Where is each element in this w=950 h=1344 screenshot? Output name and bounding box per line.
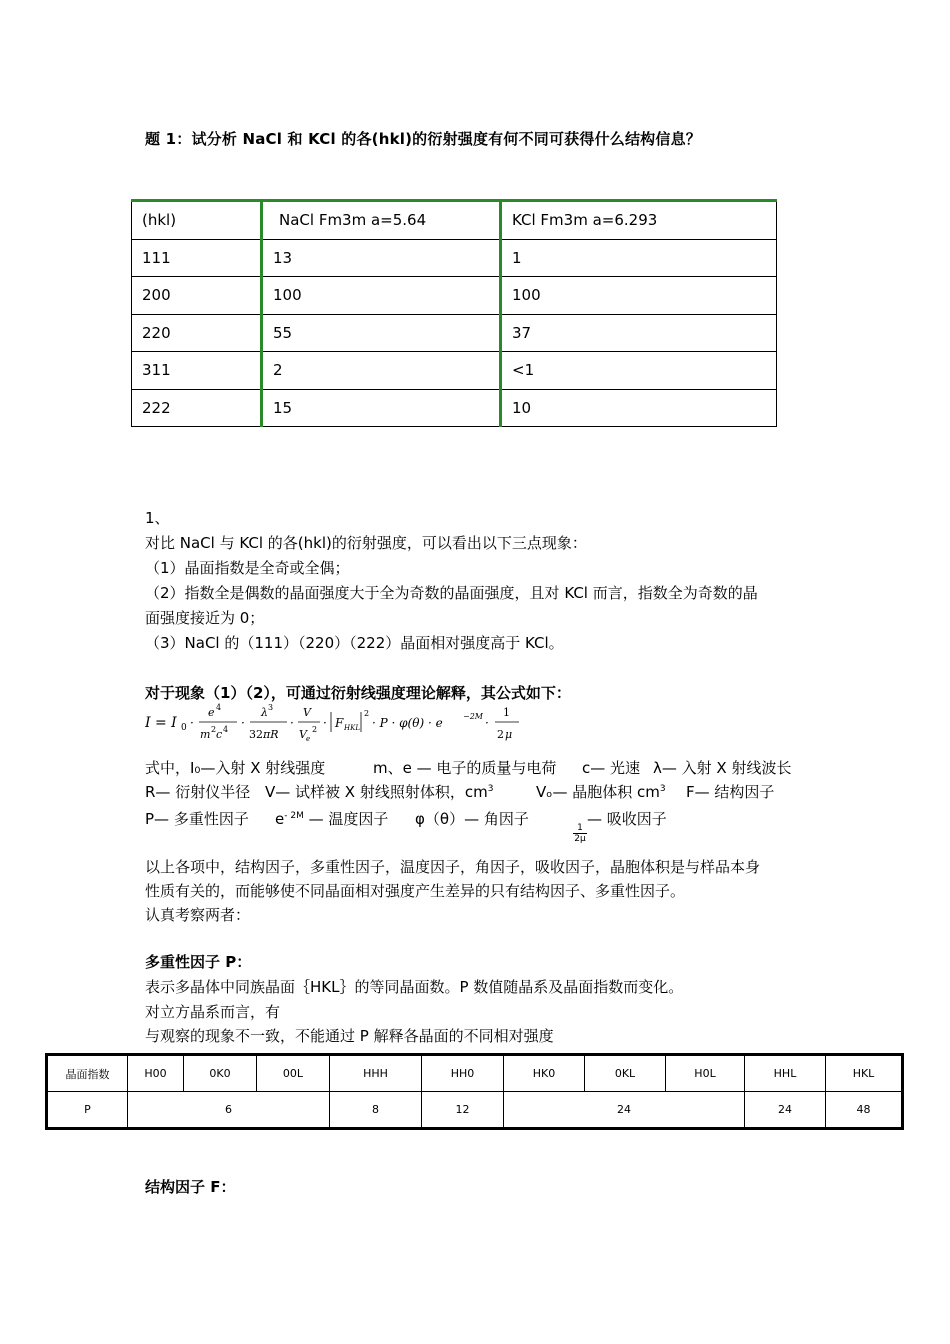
multiplicity-desc-1: 表示多晶体中同族晶面｛HKL｝的等同晶面数。P 数值随晶系及晶面指数而变化。 xyxy=(145,978,684,996)
structure-factor-heading: 结构因子 F： xyxy=(145,1178,236,1196)
analysis-2: 性质有关的，而能够使不同晶面相对强度产生差异的只有结构因子、多重性因子。 xyxy=(145,882,686,900)
legend-line-3 xyxy=(145,808,667,829)
svg-text:HKL: HKL xyxy=(344,724,360,732)
table-cell: 8 xyxy=(330,1092,422,1129)
observation-1: （1）晶面指数是全奇或全偶； xyxy=(145,559,350,577)
table-header-cell: 0KL xyxy=(585,1055,666,1092)
legend-f: F— 结构因子 xyxy=(686,783,775,801)
svg-text:·: · xyxy=(241,716,245,730)
table-row xyxy=(132,277,777,315)
svg-text:2: 2 xyxy=(312,725,318,734)
svg-text:V: V xyxy=(303,706,311,719)
table-cell: 24 xyxy=(504,1092,745,1129)
svg-text:1: 1 xyxy=(503,706,510,719)
analysis-3: 认真考察两者： xyxy=(145,906,251,924)
svg-text:e: e xyxy=(208,706,215,719)
table-cell: 1 xyxy=(501,239,777,277)
multiplicity-table xyxy=(45,1053,904,1130)
svg-text:V: V xyxy=(299,728,307,741)
svg-text:4: 4 xyxy=(223,725,229,734)
table-header-cell: HKL xyxy=(826,1055,903,1092)
table-cell: 200 xyxy=(132,277,262,315)
svg-text:·: · xyxy=(323,716,327,730)
legend-temp: $e^{- 2M}$ — 温度因子 xyxy=(275,810,389,828)
question-title: 题 1：试分析 NaCl 和 KCl 的各(hkl)的衍射强度有何不同可获得什么结构信息？ xyxy=(145,130,701,148)
svg-text:I = I: I = I xyxy=(145,715,177,731)
svg-text:m: m xyxy=(200,728,211,741)
table-header-cell: HH0 xyxy=(422,1055,504,1092)
observation-3: （3）NaCl 的（111）（220）（222）晶面相对强度高于 KCl。 xyxy=(145,634,564,652)
table-header-cell: H0L xyxy=(666,1055,745,1092)
table-header-cell: H00 xyxy=(128,1055,184,1092)
table-header-cell: NaCl Fm3m a=5.64 xyxy=(262,201,501,240)
intensity-formula xyxy=(145,700,525,746)
table-cell: 111 xyxy=(132,239,262,277)
svg-text:3: 3 xyxy=(268,703,274,712)
table-cell: 12 xyxy=(422,1092,504,1129)
table-row xyxy=(132,314,777,352)
svg-text:·: · xyxy=(485,716,489,730)
section-intro: 对比 NaCl 与 KCl 的各(hkl)的衍射强度，可以看出以下三点现象： xyxy=(145,534,587,552)
svg-text:μ: μ xyxy=(505,728,513,741)
table-header-cell: (hkl) xyxy=(132,201,262,240)
svg-text:F: F xyxy=(335,716,344,730)
section-number: 1、 xyxy=(145,509,170,527)
table-cell: 222 xyxy=(132,389,262,427)
table-row xyxy=(132,352,777,390)
legend-line-1 xyxy=(145,757,792,778)
multiplicity-desc-3: 与观察的现象不一致，不能通过 P 解释各晶面的不同相对强度 xyxy=(145,1027,554,1045)
table-cell: 37 xyxy=(501,314,777,352)
legend-c: c— 光速 xyxy=(582,759,641,777)
table-row xyxy=(132,389,777,427)
svg-text:2: 2 xyxy=(211,725,217,734)
legend-absorption: — 吸收因子 xyxy=(587,810,667,828)
table-cell: 55 xyxy=(262,314,501,352)
table-cell: 13 xyxy=(262,239,501,277)
table-cell: 100 xyxy=(501,277,777,315)
table-cell: 15 xyxy=(262,389,501,427)
table-cell: <1 xyxy=(501,352,777,390)
observation-2a: （2）指数全是偶数的晶面强度大于全为奇数的晶面强度，且对 KCl 而言，指数全为奇数的晶 xyxy=(145,584,758,602)
table-header-cell: 0K0 xyxy=(184,1055,257,1092)
legend-v: V— 试样被 X 射线照射体积，$cm^3$ xyxy=(265,783,494,801)
table-cell: 311 xyxy=(132,352,262,390)
analysis-1: 以上各项中，结构因子，多重性因子，温度因子，角因子，吸收因子，晶胞体积是与样品本身 xyxy=(145,858,761,876)
table-header-cell: 00L xyxy=(257,1055,330,1092)
formula-heading: 对于现象（1）（2），可通过衍射线强度理论解释，其公式如下： xyxy=(145,684,571,702)
legend-me: m、e — 电子的质量与电荷 xyxy=(373,759,557,777)
table-header-cell: HK0 xyxy=(504,1055,585,1092)
svg-text:πR: πR xyxy=(263,728,279,741)
svg-text:−2M: −2M xyxy=(463,712,483,721)
table-cell: 220 xyxy=(132,314,262,352)
table-header-cell: HHH xyxy=(330,1055,422,1092)
table-cell: 24 xyxy=(745,1092,826,1129)
table-header-cell: 晶面指数 xyxy=(47,1055,128,1092)
intensity-table xyxy=(131,199,777,427)
legend-line-2 xyxy=(145,781,775,802)
svg-text:·: · xyxy=(290,716,294,730)
table-row xyxy=(132,239,777,277)
table-cell: 10 xyxy=(501,389,777,427)
svg-text:e: e xyxy=(306,735,311,743)
observation-2b: 面强度接近为 0； xyxy=(145,609,265,627)
svg-text:λ: λ xyxy=(261,706,268,719)
svg-text:· P · φ(θ) · e: · P · φ(θ) · e xyxy=(372,716,443,730)
table-cell: 2 xyxy=(262,352,501,390)
multiplicity-desc-2: 对立方晶系而言，有 xyxy=(145,1003,281,1021)
table-header-cell: KCl Fm3m a=6.293 xyxy=(501,201,777,240)
legend-lambda: λ— 入射 X 射线波长 xyxy=(653,759,792,777)
table-cell: 6 xyxy=(128,1092,330,1129)
svg-text:4: 4 xyxy=(216,703,222,712)
svg-text:32: 32 xyxy=(249,728,263,741)
table-header-cell: HHL xyxy=(745,1055,826,1092)
table-header-row xyxy=(47,1055,903,1092)
table-header-row xyxy=(132,201,777,240)
table-cell: 48 xyxy=(826,1092,903,1129)
table-cell: 100 xyxy=(262,277,501,315)
legend-i0: 式中，I₀—入射 X 射线强度 xyxy=(145,759,326,777)
legend-p: P— 多重性因子 xyxy=(145,810,249,828)
legend-r: R— 衍射仪半径 xyxy=(145,783,251,801)
svg-text:2: 2 xyxy=(497,728,504,741)
table-cell: P xyxy=(47,1092,128,1129)
svg-text:2: 2 xyxy=(364,709,370,718)
svg-text:0: 0 xyxy=(181,723,187,733)
svg-text:c: c xyxy=(216,728,223,741)
legend-v0: Vₒ— 晶胞体积 $cm^3$ xyxy=(536,783,666,801)
svg-text:·: · xyxy=(190,716,194,730)
absorption-fraction: 1 2μ xyxy=(574,823,586,844)
multiplicity-heading: 多重性因子 P： xyxy=(145,953,252,971)
legend-angle: φ（θ）— 角因子 xyxy=(415,810,529,828)
table-row xyxy=(47,1092,903,1129)
